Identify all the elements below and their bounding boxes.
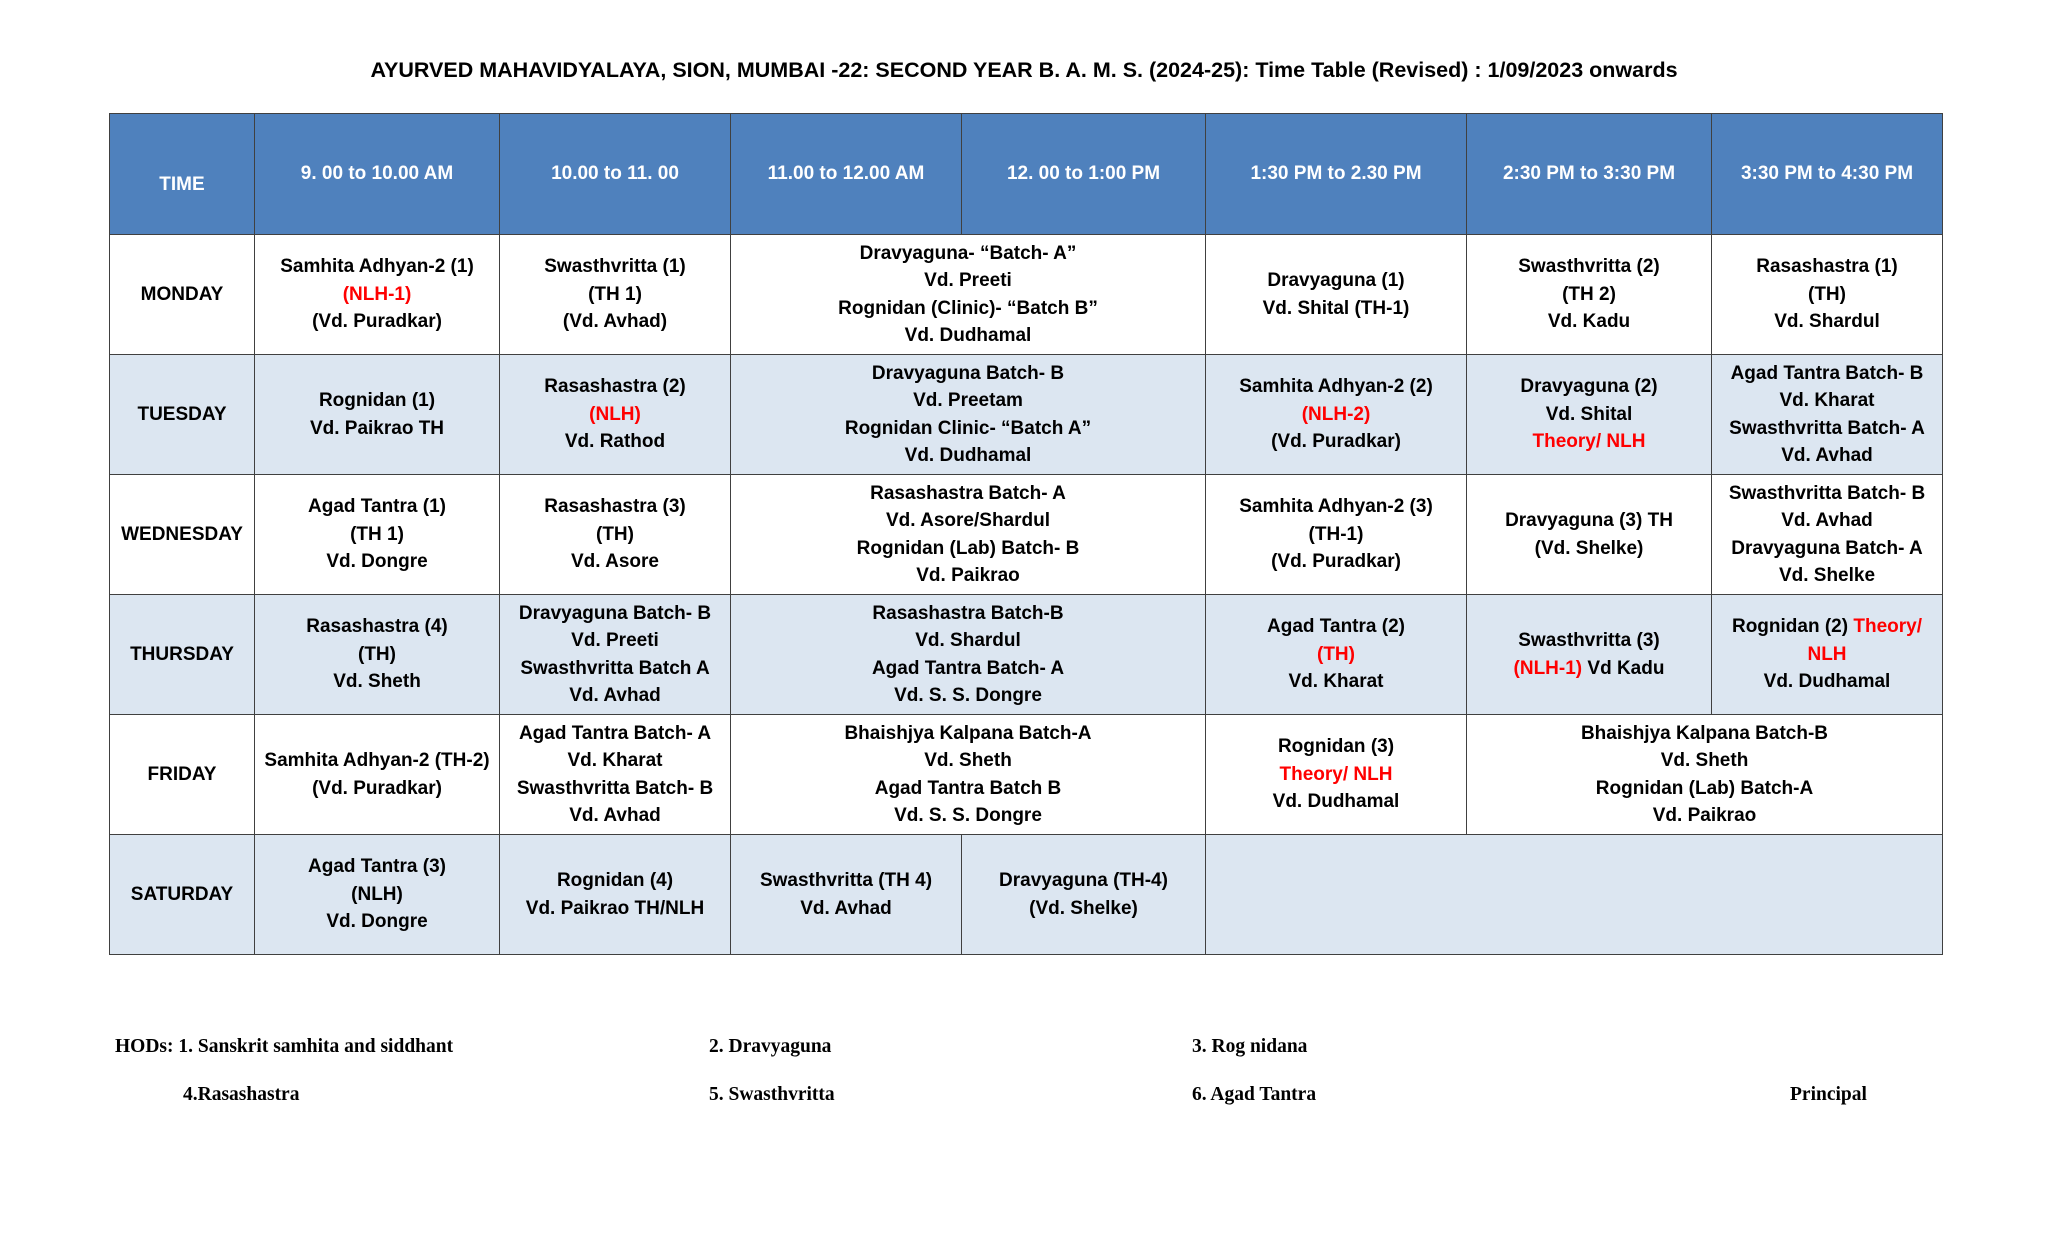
cell-line: Rognidan Clinic- “Batch A” xyxy=(844,417,1092,439)
cell-monday-slot-1 xyxy=(255,235,500,355)
cell-line: Vd. Dudhamal xyxy=(1272,791,1400,813)
cell-line: Vd. Dudhamal xyxy=(1763,671,1891,693)
cell-saturday-slot-2 xyxy=(500,835,731,955)
cell-wednesday-slot-3-4 xyxy=(731,475,1206,595)
cell-line: Vd. Avhad xyxy=(569,685,661,706)
cell-line: Samhita Adhyan-2 (2) xyxy=(1239,376,1433,398)
cell-line: Samhita Adhyan-2 (1) xyxy=(280,256,474,278)
cell-line: Rasashastra Batch- A xyxy=(870,482,1066,504)
cell-line: Vd. Paikrao xyxy=(1652,805,1757,826)
header-slot-6: 2:30 PM to 3:30 PM xyxy=(1467,114,1712,235)
cell-line: Bhaishjya Kalpana Batch-B xyxy=(1580,722,1829,744)
row-friday xyxy=(110,715,1943,835)
row-thursday xyxy=(110,595,1943,715)
cell-tuesday-slot-3-4 xyxy=(731,355,1206,475)
cell-line: Vd. Sheth xyxy=(333,671,421,693)
cell-line: Swasthvritta Batch- B xyxy=(516,777,714,799)
cell-line: Rasashastra (3) xyxy=(544,496,686,518)
cell-line: Vd. Shelke xyxy=(1778,565,1876,586)
cell-tuesday-slot-1 xyxy=(255,355,500,475)
cell-line: Vd. S. S. Dongre xyxy=(894,685,1042,706)
cell-line: Swasthvritta Batch- B xyxy=(1728,482,1926,504)
cell-wednesday-slot-2 xyxy=(500,475,731,595)
header-slot-7: 3:30 PM to 4:30 PM xyxy=(1712,114,1943,235)
cell-line: Dravyaguna (3) TH xyxy=(1505,510,1673,531)
cell-line: (Vd. Puradkar) xyxy=(1271,551,1401,573)
cell-line: Rognidan (3) xyxy=(1277,736,1395,758)
cell-friday-slot-2 xyxy=(500,715,731,835)
header-slot-4: 12. 00 to 1:00 PM xyxy=(962,114,1206,235)
cell-line: Swasthvritta (2) xyxy=(1518,256,1660,278)
cell-line: Dravyaguna (1) xyxy=(1267,270,1405,291)
cell-line: Dravyaguna Batch- B xyxy=(518,602,712,624)
header-slot-2: 10.00 to 11. 00 xyxy=(500,114,731,235)
cell-line: (Vd. Avhad) xyxy=(562,311,668,333)
cell-line: Agad Tantra Batch- B xyxy=(1730,362,1924,384)
cell-saturday-slot-4 xyxy=(962,835,1206,955)
cell-line: Swasthvritta Batch- A xyxy=(1729,417,1925,439)
cell-line: Vd. Preetam xyxy=(913,390,1023,411)
cell-line: Vd. Shardul xyxy=(1774,311,1880,333)
cell-line: (Vd. Shelke) xyxy=(1029,897,1138,919)
row-wednesday xyxy=(110,475,1943,595)
header-row xyxy=(110,114,1943,235)
day-monday: MONDAY xyxy=(110,235,255,355)
cell-tuesday-slot-6 xyxy=(1467,355,1712,475)
cell-thursday-slot-2 xyxy=(500,595,731,715)
cell-line-part: Rognidan (2) xyxy=(1731,616,1854,638)
cell-line: Agad Tantra Batch B xyxy=(874,777,1062,799)
cell-wednesday-slot-1 xyxy=(255,475,500,595)
day-saturday: SATURDAY xyxy=(110,835,255,955)
header-slot-3: 11.00 to 12.00 AM xyxy=(731,114,962,235)
cell-line: Vd. Paikrao TH/NLH xyxy=(525,897,705,919)
cell-monday-slot-7 xyxy=(1712,235,1943,355)
cell-thursday-slot-5 xyxy=(1206,595,1467,715)
cell-line: Agad Tantra Batch- A xyxy=(871,657,1065,679)
cell-tuesday-slot-5 xyxy=(1206,355,1467,475)
cell-line: Agad Tantra (1) xyxy=(308,496,446,518)
cell-line: (TH) xyxy=(358,643,396,665)
cell-monday-slot-5 xyxy=(1206,235,1467,355)
footer-hod-2: 2. Dravyaguna xyxy=(709,1036,832,1057)
cell-line: (TH 1) xyxy=(350,523,404,545)
cell-line: Vd. Sheth xyxy=(1660,750,1749,771)
cell-line-part: Vd Kadu xyxy=(1582,657,1665,679)
cell-tuesday-slot-7 xyxy=(1712,355,1943,475)
cell-line: Rasashastra (2) xyxy=(544,376,686,398)
day-thursday: THURSDAY xyxy=(110,595,255,715)
cell-line: Dravyaguna (2) xyxy=(1520,376,1658,398)
cell-line: Samhita Adhyan-2 (3) xyxy=(1239,496,1433,518)
row-monday xyxy=(110,235,1943,355)
cell-line: (NLH-2) xyxy=(1301,403,1371,425)
cell-monday-slot-6 xyxy=(1467,235,1712,355)
cell-monday-slot-2 xyxy=(500,235,731,355)
cell-line: Vd. Avhad xyxy=(1781,510,1873,531)
cell-line: Agad Tantra Batch- A xyxy=(518,722,712,744)
cell-line: (TH-1) xyxy=(1308,523,1364,545)
cell-friday-slot-6-7 xyxy=(1467,715,1943,835)
cell-thursday-slot-6 xyxy=(1467,595,1712,715)
cell-line: Vd. Avhad xyxy=(800,897,892,919)
cell-line: Swasthvritta (3) xyxy=(1518,630,1660,651)
cell-line: Dravyaguna Batch- A xyxy=(1731,537,1923,559)
cell-line: Rasashastra Batch-B xyxy=(872,602,1064,624)
cell-thursday-slot-1 xyxy=(255,595,500,715)
cell-line: Rasashastra (4) xyxy=(306,616,448,638)
cell-line: Vd. Preeti xyxy=(571,630,659,651)
cell-line: NLH xyxy=(1807,643,1847,665)
cell-line: Vd. Shital (TH-1) xyxy=(1262,297,1410,319)
cell-wednesday-slot-6 xyxy=(1467,475,1712,595)
cell-line: Rognidan (4) xyxy=(556,870,674,891)
row-tuesday xyxy=(110,355,1943,475)
footer-hod-6: 6. Agad Tantra xyxy=(1192,1084,1317,1105)
cell-line-red-part: (NLH-1) xyxy=(1513,657,1583,679)
cell-line: Vd. Dongre xyxy=(326,551,428,573)
cell-line: (NLH-1) xyxy=(342,283,412,305)
cell-wednesday-slot-7 xyxy=(1712,475,1943,595)
day-wednesday: WEDNESDAY xyxy=(110,475,255,595)
cell-line: Rasashastra (1) xyxy=(1756,256,1898,278)
cell-line: (TH) xyxy=(1317,643,1355,665)
cell-line: (Vd. Puradkar) xyxy=(312,777,442,799)
cell-saturday-slot-1 xyxy=(255,835,500,955)
cell-line: (Vd. Puradkar) xyxy=(1271,431,1401,453)
cell-saturday-empty xyxy=(1206,835,1943,955)
cell-line: (NLH) xyxy=(351,883,403,905)
cell-friday-slot-5 xyxy=(1206,715,1467,835)
cell-line: Vd. Kadu xyxy=(1547,311,1631,333)
header-slot-1: 9. 00 to 10.00 AM xyxy=(255,114,500,235)
cell-line: Vd. Shital xyxy=(1545,403,1633,425)
timetable xyxy=(109,113,1943,955)
cell-wednesday-slot-5 xyxy=(1206,475,1467,595)
cell-friday-slot-1 xyxy=(255,715,500,835)
row-saturday xyxy=(110,835,1943,955)
cell-line: (TH) xyxy=(596,523,634,545)
cell-line: Vd. Kharat xyxy=(1779,390,1875,411)
page-title: AYURVED MAHAVIDYALAYA, SION, MUMBAI -22: SECOND YEAR B. A. M. S. (2024-25): Time Table (Revised) : 1/09/2023 onwards xyxy=(370,58,1678,82)
cell-line: Vd. Kharat xyxy=(567,750,663,771)
cell-line: Dravyaguna (TH-4) xyxy=(999,870,1168,891)
cell-monday-slot-3-4 xyxy=(731,235,1206,355)
cell-line: Theory/ NLH xyxy=(1279,763,1393,785)
cell-line: Theory/ NLH xyxy=(1532,431,1646,453)
cell-line: Agad Tantra (3) xyxy=(308,856,446,878)
cell-line: Vd. Sheth xyxy=(924,750,1012,771)
cell-line: Vd. Paikrao xyxy=(916,565,1020,586)
header-time xyxy=(110,114,255,235)
header-slot-5: 1:30 PM to 2.30 PM xyxy=(1206,114,1467,235)
cell-line-mixed xyxy=(1470,655,1708,683)
cell-line: Rognidan (Lab) Batch-A xyxy=(1595,777,1814,799)
cell-line: Dravyaguna- “Batch- A” xyxy=(859,242,1077,264)
footer-principal: Principal xyxy=(1790,1084,1867,1105)
cell-line: (TH 2) xyxy=(1562,283,1616,305)
cell-line: (Vd. Shelke) xyxy=(1534,537,1644,559)
cell-tuesday-slot-2 xyxy=(500,355,731,475)
header-time-label: TIME xyxy=(159,174,205,196)
cell-line: Vd. Preeti xyxy=(924,270,1012,291)
cell-line: Swasthvritta (1) xyxy=(544,256,686,278)
cell-thursday-slot-3-4 xyxy=(731,595,1206,715)
cell-line: (NLH) xyxy=(589,403,641,425)
cell-line: Swasthvritta (TH 4) xyxy=(759,870,933,891)
cell-line: Vd. Avhad xyxy=(1781,445,1873,466)
cell-line-red-part: Theory/ xyxy=(1853,616,1922,638)
cell-line: Swasthvritta Batch A xyxy=(520,657,710,679)
cell-line: Vd. Avhad xyxy=(569,805,661,826)
cell-line: Vd. Rathod xyxy=(564,431,666,453)
cell-line: Vd. Dudhamal xyxy=(904,325,1032,346)
cell-line: Rognidan (Clinic)- “Batch B” xyxy=(838,297,1098,319)
cell-line: Vd. Shardul xyxy=(915,630,1021,651)
cell-line: Rognidan (1) xyxy=(318,390,436,411)
cell-line: Vd. Dongre xyxy=(326,911,428,933)
cell-saturday-slot-3 xyxy=(731,835,962,955)
cell-line: Vd. Asore/Shardul xyxy=(886,510,1050,531)
cell-line: Vd. S. S. Dongre xyxy=(894,805,1042,826)
day-tuesday: TUESDAY xyxy=(110,355,255,475)
cell-friday-slot-3-4 xyxy=(731,715,1206,835)
cell-line: Vd. Kharat xyxy=(1288,671,1384,693)
cell-line: Rognidan (Lab) Batch- B xyxy=(856,537,1080,559)
cell-thursday-slot-7 xyxy=(1712,595,1943,715)
cell-line-mixed xyxy=(1715,613,1939,641)
cell-line: Bhaishjya Kalpana Batch-A xyxy=(844,722,1092,744)
footer-hods: HODs: 1. Sanskrit samhita and siddhant xyxy=(115,1036,454,1057)
cell-line: (TH 1) xyxy=(588,283,642,305)
cell-line: (Vd. Puradkar) xyxy=(312,311,442,333)
cell-line: Vd. Paikrao TH xyxy=(309,417,445,439)
cell-line: Agad Tantra (2) xyxy=(1267,616,1405,638)
day-friday: FRIDAY xyxy=(110,715,255,835)
cell-line: (TH) xyxy=(1808,283,1846,305)
cell-line: Vd. Asore xyxy=(571,551,659,573)
footer-hod-3: 3. Rog nidana xyxy=(1192,1036,1308,1057)
footer-hod-5: 5. Swasthvritta xyxy=(709,1084,835,1105)
footer-hod-4: 4.Rasashastra xyxy=(183,1084,300,1105)
cell-line: Dravyaguna Batch- B xyxy=(871,362,1065,384)
cell-line: Vd. Dudhamal xyxy=(904,445,1032,466)
cell-line: Samhita Adhyan-2 (TH-2) xyxy=(264,750,490,771)
